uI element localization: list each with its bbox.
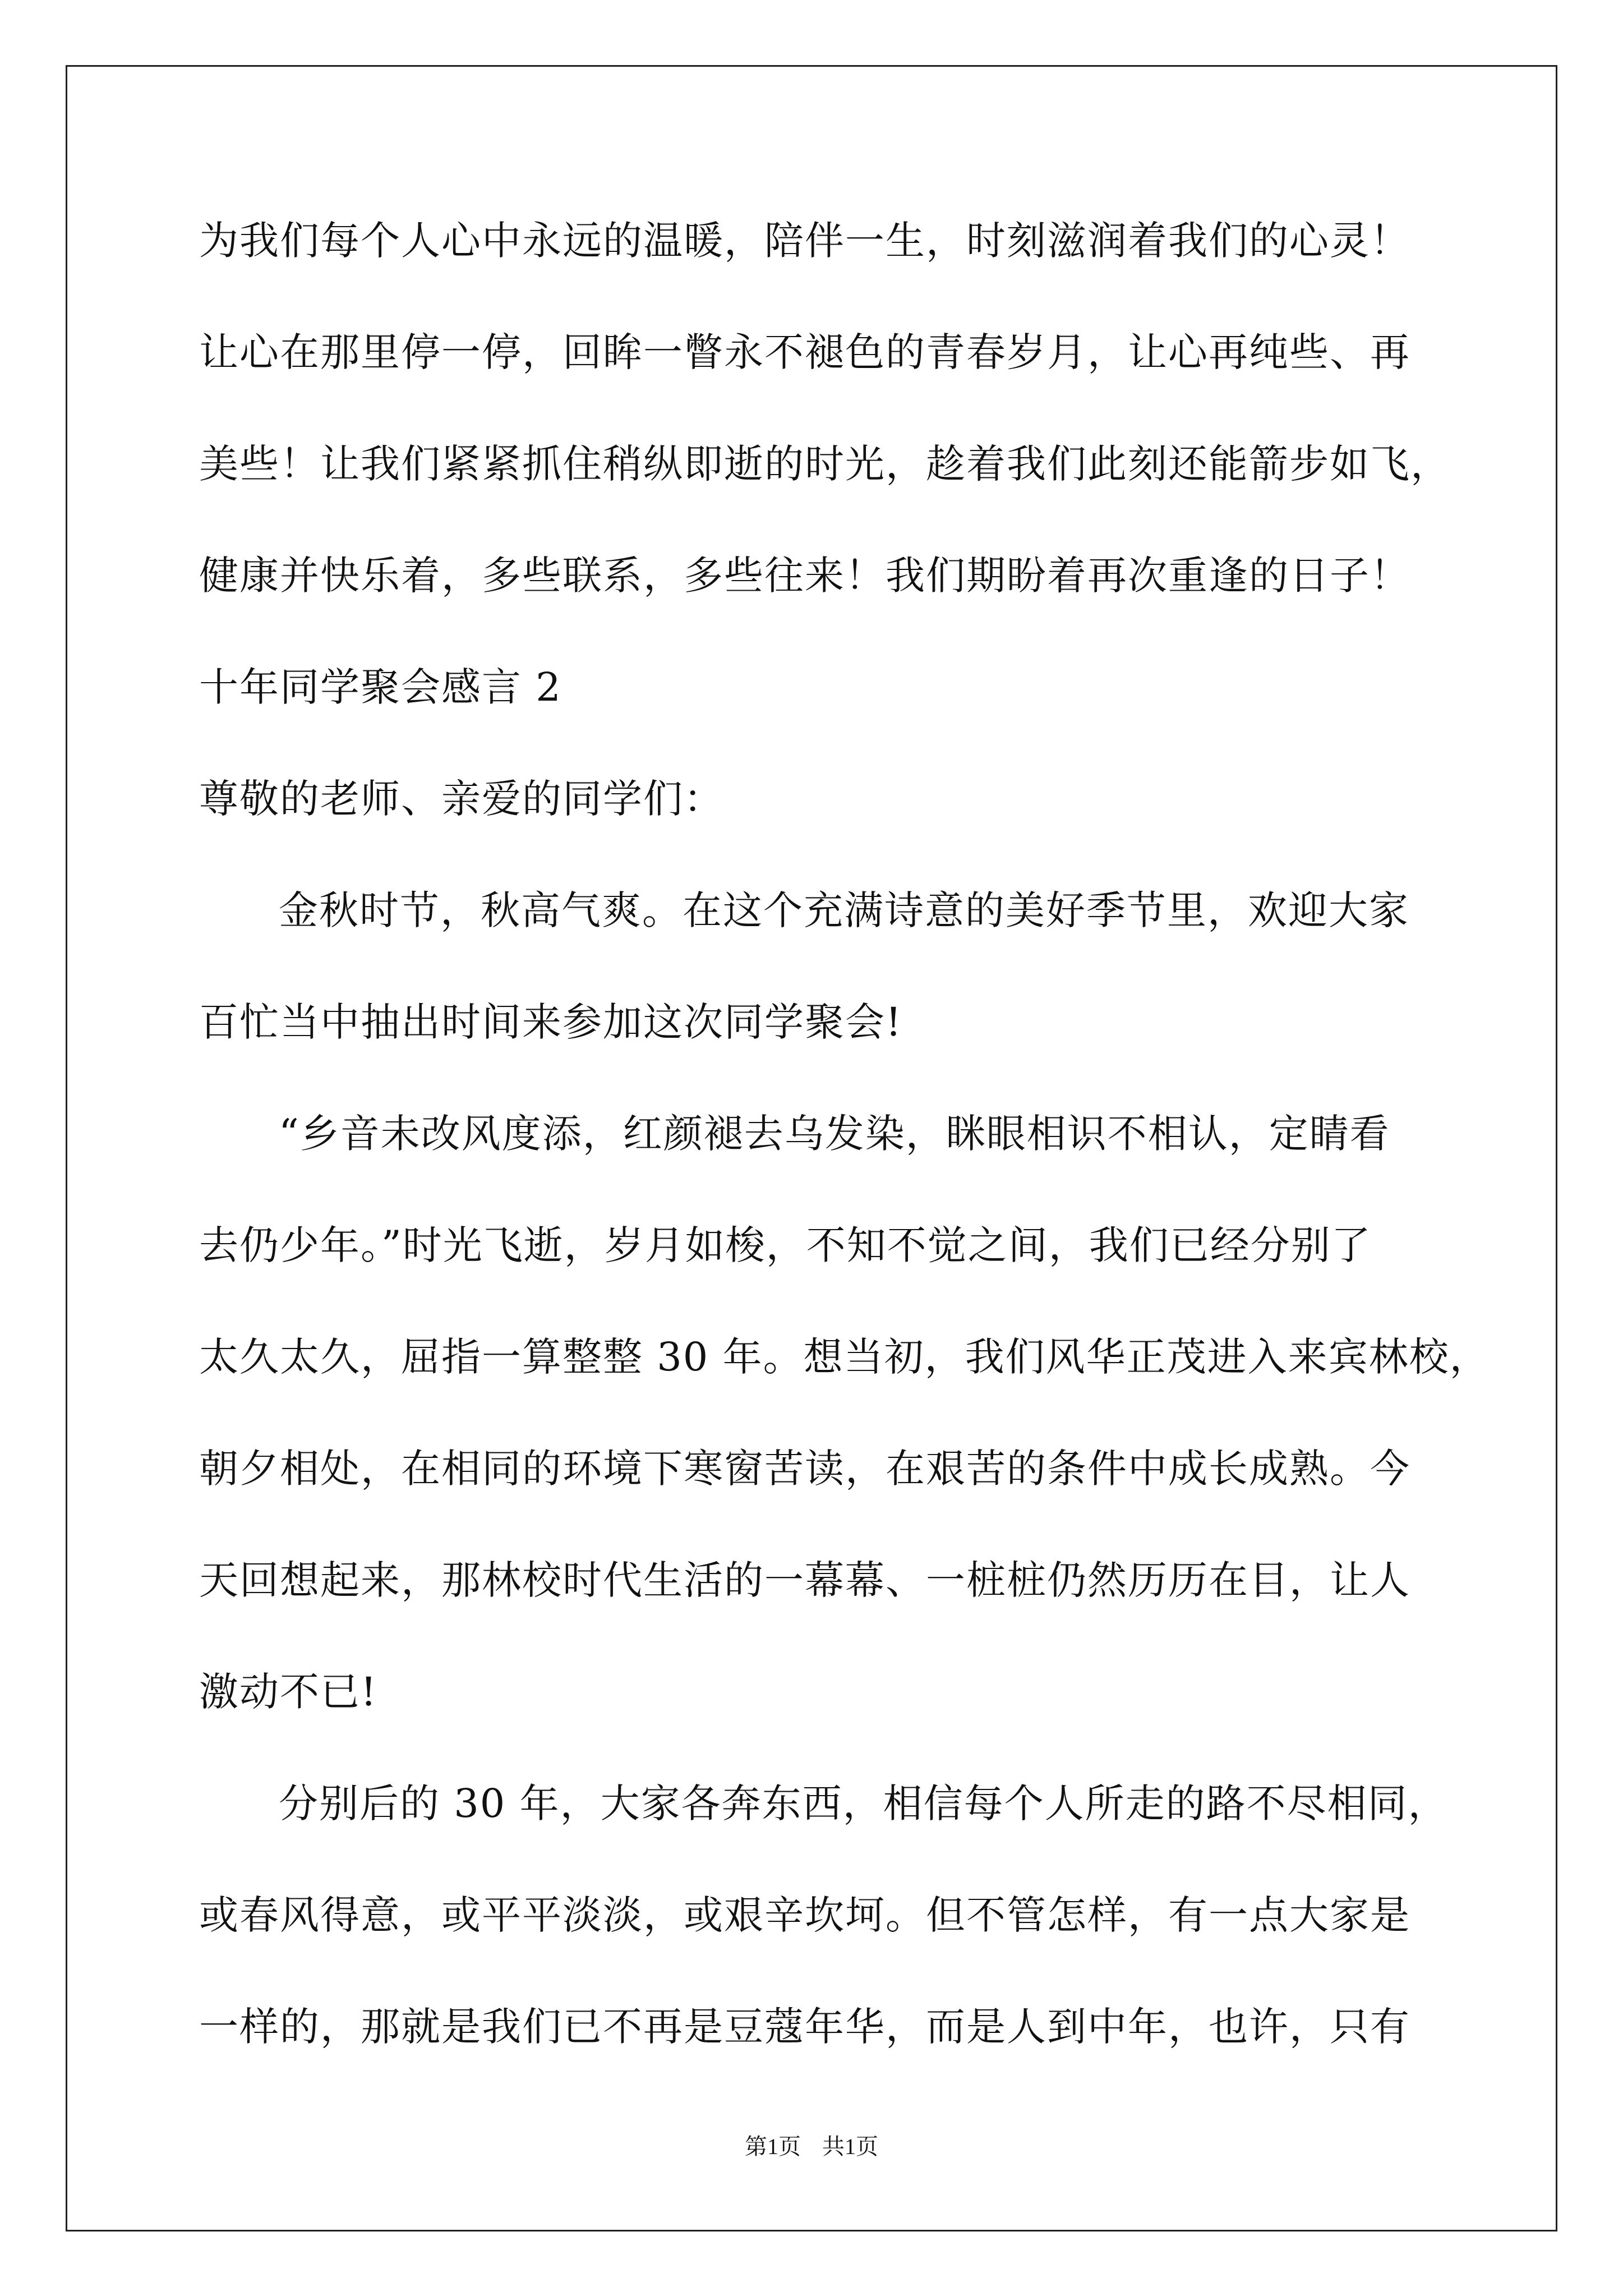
text-line: 为我们每个人心中永远的温暖，陪伴一生，时刻滋润着我们的心灵！: [199, 218, 1410, 264]
document-body: [199, 185, 1490, 2083]
page-count: 共1页: [822, 2134, 878, 2159]
text-line: 金秋时节，秋高气爽。在这个充满诗意的美好季节里，欢迎大家: [279, 887, 1409, 933]
text-line: 一样的，那就是我们已不再是豆蔻年华，而是人到中年，也许，只有: [199, 2004, 1410, 2050]
text-line: 让心在那里停一停，回眸一瞥永不褪色的青春岁月，让心再纯些、再: [199, 329, 1410, 375]
text-line: 美些！让我们紧紧抓住稍纵即逝的时光，趁着我们此刻还能箭步如飞，: [199, 441, 1451, 487]
text-line: “乡音未改风度添，红颜褪去乌发染，眯眼相识不相认，定睛看: [279, 1111, 1390, 1157]
text-line: 分别后的 30 年，大家各奔东西，相信每个人所走的路不尽相同，: [279, 1780, 1449, 1826]
text-line: 或春风得意，或平平淡淡，或艰辛坎坷。但不管怎样，有一点大家是: [199, 1892, 1410, 1938]
text-line: 去仍少年。”时光飞逝，岁月如梭，不知不觉之间，我们已经分别了: [199, 1222, 1372, 1268]
text-line: 天回想起来，那林校时代生活的一幕幕、一桩桩仍然历历在目，让人: [199, 1557, 1410, 1603]
text-line: 朝夕相处，在相同的环境下寒窗苦读，在艰苦的条件中成长成熟。今: [199, 1446, 1410, 1492]
page-number: 第1页: [745, 2134, 801, 2159]
page-footer: [0, 2129, 1623, 2161]
text-line: 太久太久，屈指一算整整 30 年。想当初，我们风华正茂进入来宾林校，: [199, 1334, 1490, 1380]
text-line: 十年同学聚会感言 2: [199, 664, 562, 710]
text-line: 健康并快乐着，多些联系，多些往来！我们期盼着再次重逢的日子！: [199, 553, 1410, 599]
text-line: 尊敬的老师、亲爱的同学们：: [199, 776, 724, 822]
text-line: 百忙当中抽出时间来参加这次同学聚会!: [199, 999, 903, 1045]
text-line: 激动不已!: [199, 1669, 378, 1715]
